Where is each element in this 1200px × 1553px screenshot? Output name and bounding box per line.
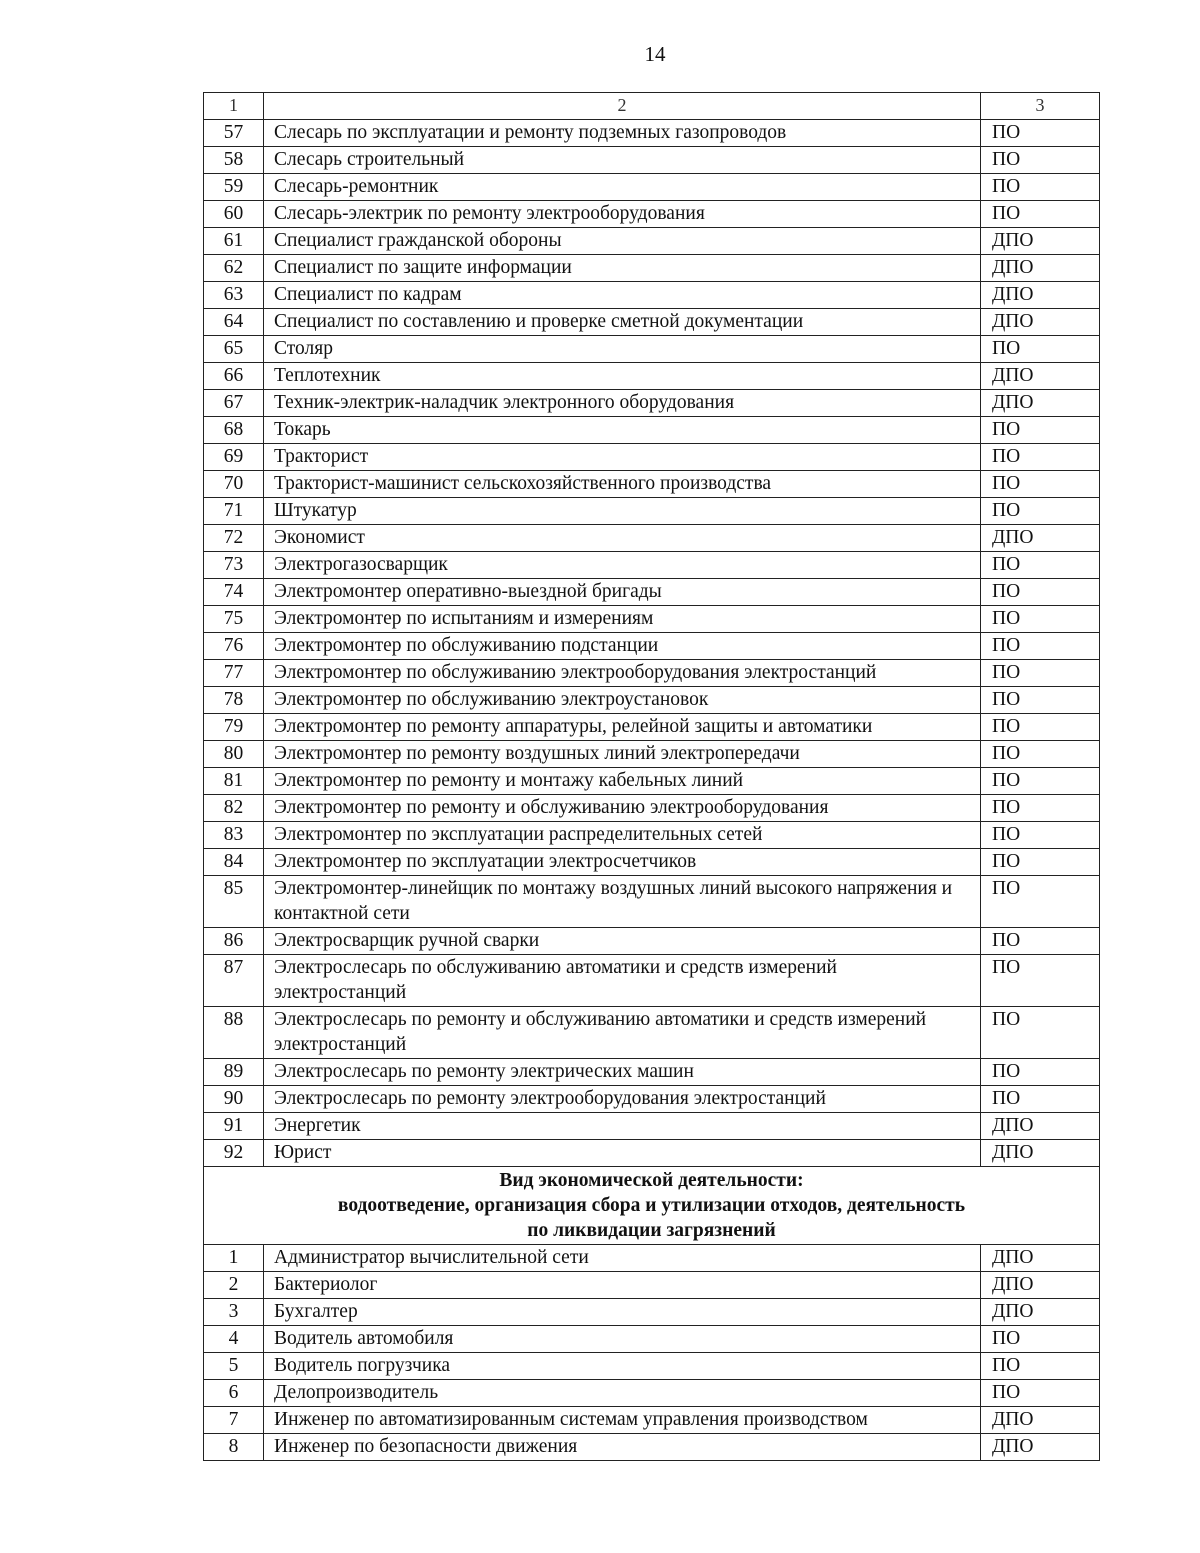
profession-name: Электромонтер по ремонту и монтажу кабельных линий [264,768,981,795]
table-row [204,1245,1100,1272]
row-number: 62 [204,255,264,282]
row-number: 65 [204,336,264,363]
row-number: 86 [204,928,264,955]
profession-name: Специалист по кадрам [264,282,981,309]
table-row [204,606,1100,633]
table-row [204,471,1100,498]
table-row [204,633,1100,660]
profession-name: Администратор вычислительной сети [264,1245,981,1272]
profession-name: Слесарь по эксплуатации и ремонту подземных газопроводов [264,120,981,147]
table-row [204,525,1100,552]
table-row [204,498,1100,525]
professions-table [203,92,1100,1461]
education-type: ДПО [981,1140,1100,1167]
row-number: 5 [204,1353,264,1380]
education-type: ПО [981,876,1100,928]
row-number: 75 [204,606,264,633]
row-number: 88 [204,1007,264,1059]
row-number: 63 [204,282,264,309]
profession-name: Столяр [264,336,981,363]
row-number: 79 [204,714,264,741]
row-number: 76 [204,633,264,660]
row-number: 89 [204,1059,264,1086]
row-number: 6 [204,1380,264,1407]
section-heading [204,1167,1100,1245]
profession-name: Электромонтер по эксплуатации электросчетчиков [264,849,981,876]
profession-name: Электрослесарь по ремонту электрооборудования электростанций [264,1086,981,1113]
table-row [204,660,1100,687]
row-number: 64 [204,309,264,336]
row-number: 92 [204,1140,264,1167]
education-type: ПО [981,1380,1100,1407]
row-number: 61 [204,228,264,255]
education-type: ПО [981,795,1100,822]
table-row [204,1113,1100,1140]
table-row [204,876,1100,928]
education-type: ДПО [981,1245,1100,1272]
education-type: ПО [981,579,1100,606]
table-row [204,822,1100,849]
table-header-row [204,93,1100,120]
profession-name: Электромонтер по ремонту воздушных линий электропередачи [264,741,981,768]
education-type: ПО [981,336,1100,363]
row-number: 72 [204,525,264,552]
education-type: ДПО [981,390,1100,417]
row-number: 8 [204,1434,264,1461]
profession-name: Водитель автомобиля [264,1326,981,1353]
education-type: ПО [981,822,1100,849]
table-row [204,174,1100,201]
profession-name: Электрослесарь по ремонту и обслуживанию автоматики и средств измерений электростанций [264,1007,981,1059]
table-row [204,444,1100,471]
profession-name: Инженер по безопасности движения [264,1434,981,1461]
education-type: ДПО [981,1434,1100,1461]
row-number: 60 [204,201,264,228]
section-heading-line: по ликвидации загрязнений [527,1220,776,1241]
table-row [204,1272,1100,1299]
profession-name: Электромонтер оперативно-выездной бригады [264,579,981,606]
education-type: ПО [981,1007,1100,1059]
table-row [204,1140,1100,1167]
table-row [204,201,1100,228]
row-number: 87 [204,955,264,1007]
row-number: 57 [204,120,264,147]
table-row [204,363,1100,390]
row-number: 59 [204,174,264,201]
table-row [204,955,1100,1007]
row-number: 83 [204,822,264,849]
profession-name: Инженер по автоматизированным системам управления производством [264,1407,981,1434]
row-number: 66 [204,363,264,390]
education-type: ПО [981,120,1100,147]
section-header-row [204,1167,1100,1245]
section-heading-line: водоотведение, организация сбора и утилизации отходов, деятельность [337,1195,966,1216]
profession-name: Делопроизводитель [264,1380,981,1407]
education-type: ДПО [981,1272,1100,1299]
table-row [204,579,1100,606]
table-row [204,1380,1100,1407]
education-type: ДПО [981,525,1100,552]
profession-name: Электромонтер по обслуживанию электроустановок [264,687,981,714]
education-type: ПО [981,660,1100,687]
profession-name: Слесарь строительный [264,147,981,174]
education-type: ПО [981,928,1100,955]
row-number: 84 [204,849,264,876]
table-row [204,795,1100,822]
profession-name: Электромонтер по обслуживанию подстанции [264,633,981,660]
table-row [204,282,1100,309]
education-type: ПО [981,552,1100,579]
column-header-profession: 2 [264,93,981,120]
profession-name: Юрист [264,1140,981,1167]
education-type: ПО [981,174,1100,201]
table-row [204,741,1100,768]
table-row [204,849,1100,876]
education-type: ДПО [981,1407,1100,1434]
row-number: 78 [204,687,264,714]
table-row [204,120,1100,147]
profession-name: Слесарь-ремонтник [264,174,981,201]
education-type: ПО [981,687,1100,714]
profession-name: Электромонтер по испытаниям и измерениям [264,606,981,633]
education-type: ПО [981,417,1100,444]
table-row [204,714,1100,741]
education-type: ДПО [981,1299,1100,1326]
table-row [204,309,1100,336]
profession-name: Электросварщик ручной сварки [264,928,981,955]
profession-name: Энергетик [264,1113,981,1140]
profession-name: Электрогазосварщик [264,552,981,579]
page-number: 14 [644,42,666,66]
table-row [204,928,1100,955]
row-number: 3 [204,1299,264,1326]
profession-name: Бухгалтер [264,1299,981,1326]
table-row [204,1059,1100,1086]
profession-name: Бактериолог [264,1272,981,1299]
education-type: ПО [981,1353,1100,1380]
profession-name: Электромонтер по обслуживанию электрооборудования электростанций [264,660,981,687]
row-number: 74 [204,579,264,606]
education-type: ПО [981,741,1100,768]
profession-name: Экономист [264,525,981,552]
education-type: ПО [981,1059,1100,1086]
row-number: 67 [204,390,264,417]
profession-name: Штукатур [264,498,981,525]
row-number: 69 [204,444,264,471]
profession-name: Слесарь-электрик по ремонту электрооборудования [264,201,981,228]
row-number: 82 [204,795,264,822]
education-type: ПО [981,471,1100,498]
table-row [204,768,1100,795]
profession-name: Тракторист-машинист сельскохозяйственного производства [264,471,981,498]
table-row [204,336,1100,363]
row-number: 80 [204,741,264,768]
row-number: 91 [204,1113,264,1140]
row-number: 73 [204,552,264,579]
profession-name: Электромонтер по ремонту и обслуживанию электрооборудования [264,795,981,822]
education-type: ПО [981,444,1100,471]
table-row [204,552,1100,579]
education-type: ПО [981,714,1100,741]
row-number: 71 [204,498,264,525]
profession-name: Специалист по составлению и проверке сметной документации [264,309,981,336]
row-number: 81 [204,768,264,795]
row-number: 68 [204,417,264,444]
table-row [204,255,1100,282]
row-number: 90 [204,1086,264,1113]
education-type: ДПО [981,228,1100,255]
profession-name: Электромонтер по ремонту аппаратуры, релейной защиты и автоматики [264,714,981,741]
row-number: 4 [204,1326,264,1353]
education-type: ПО [981,1086,1100,1113]
table-row [204,1007,1100,1059]
table-row [204,1299,1100,1326]
education-type: ДПО [981,363,1100,390]
education-type: ДПО [981,282,1100,309]
table-row [204,228,1100,255]
education-type: ПО [981,768,1100,795]
table-row [204,1326,1100,1353]
profession-name: Теплотехник [264,363,981,390]
table-row [204,390,1100,417]
row-number: 2 [204,1272,264,1299]
education-type: ПО [981,849,1100,876]
row-number: 85 [204,876,264,928]
education-type: ПО [981,606,1100,633]
education-type: ПО [981,498,1100,525]
profession-name: Токарь [264,417,981,444]
row-number: 7 [204,1407,264,1434]
profession-name: Специалист по защите информации [264,255,981,282]
profession-name: Электромонтер-линейщик по монтажу воздушных линий высокого напряжения и контактной сети [264,876,981,928]
table-row [204,687,1100,714]
row-number: 58 [204,147,264,174]
education-type: ПО [981,201,1100,228]
profession-name: Техник-электрик-наладчик электронного оборудования [264,390,981,417]
profession-name: Электромонтер по эксплуатации распределительных сетей [264,822,981,849]
education-type: ДПО [981,1113,1100,1140]
education-type: ДПО [981,309,1100,336]
profession-name: Электрослесарь по обслуживанию автоматики и средств измерений электростанций [264,955,981,1007]
education-type: ПО [981,1326,1100,1353]
education-type: ДПО [981,255,1100,282]
column-header-education-type: 3 [981,93,1100,120]
table-row [204,1086,1100,1113]
education-type: ПО [981,955,1100,1007]
section-heading-line: Вид экономической деятельности: [499,1170,804,1191]
table-row [204,1353,1100,1380]
education-type: ПО [981,633,1100,660]
table-row [204,147,1100,174]
row-number: 77 [204,660,264,687]
profession-name: Тракторист [264,444,981,471]
profession-name: Водитель погрузчика [264,1353,981,1380]
table-row [204,1407,1100,1434]
row-number: 1 [204,1245,264,1272]
table-row [204,417,1100,444]
profession-name: Специалист гражданской обороны [264,228,981,255]
row-number: 70 [204,471,264,498]
table-row [204,1434,1100,1461]
column-header-number: 1 [204,93,264,120]
education-type: ПО [981,147,1100,174]
profession-name: Электрослесарь по ремонту электрических машин [264,1059,981,1086]
